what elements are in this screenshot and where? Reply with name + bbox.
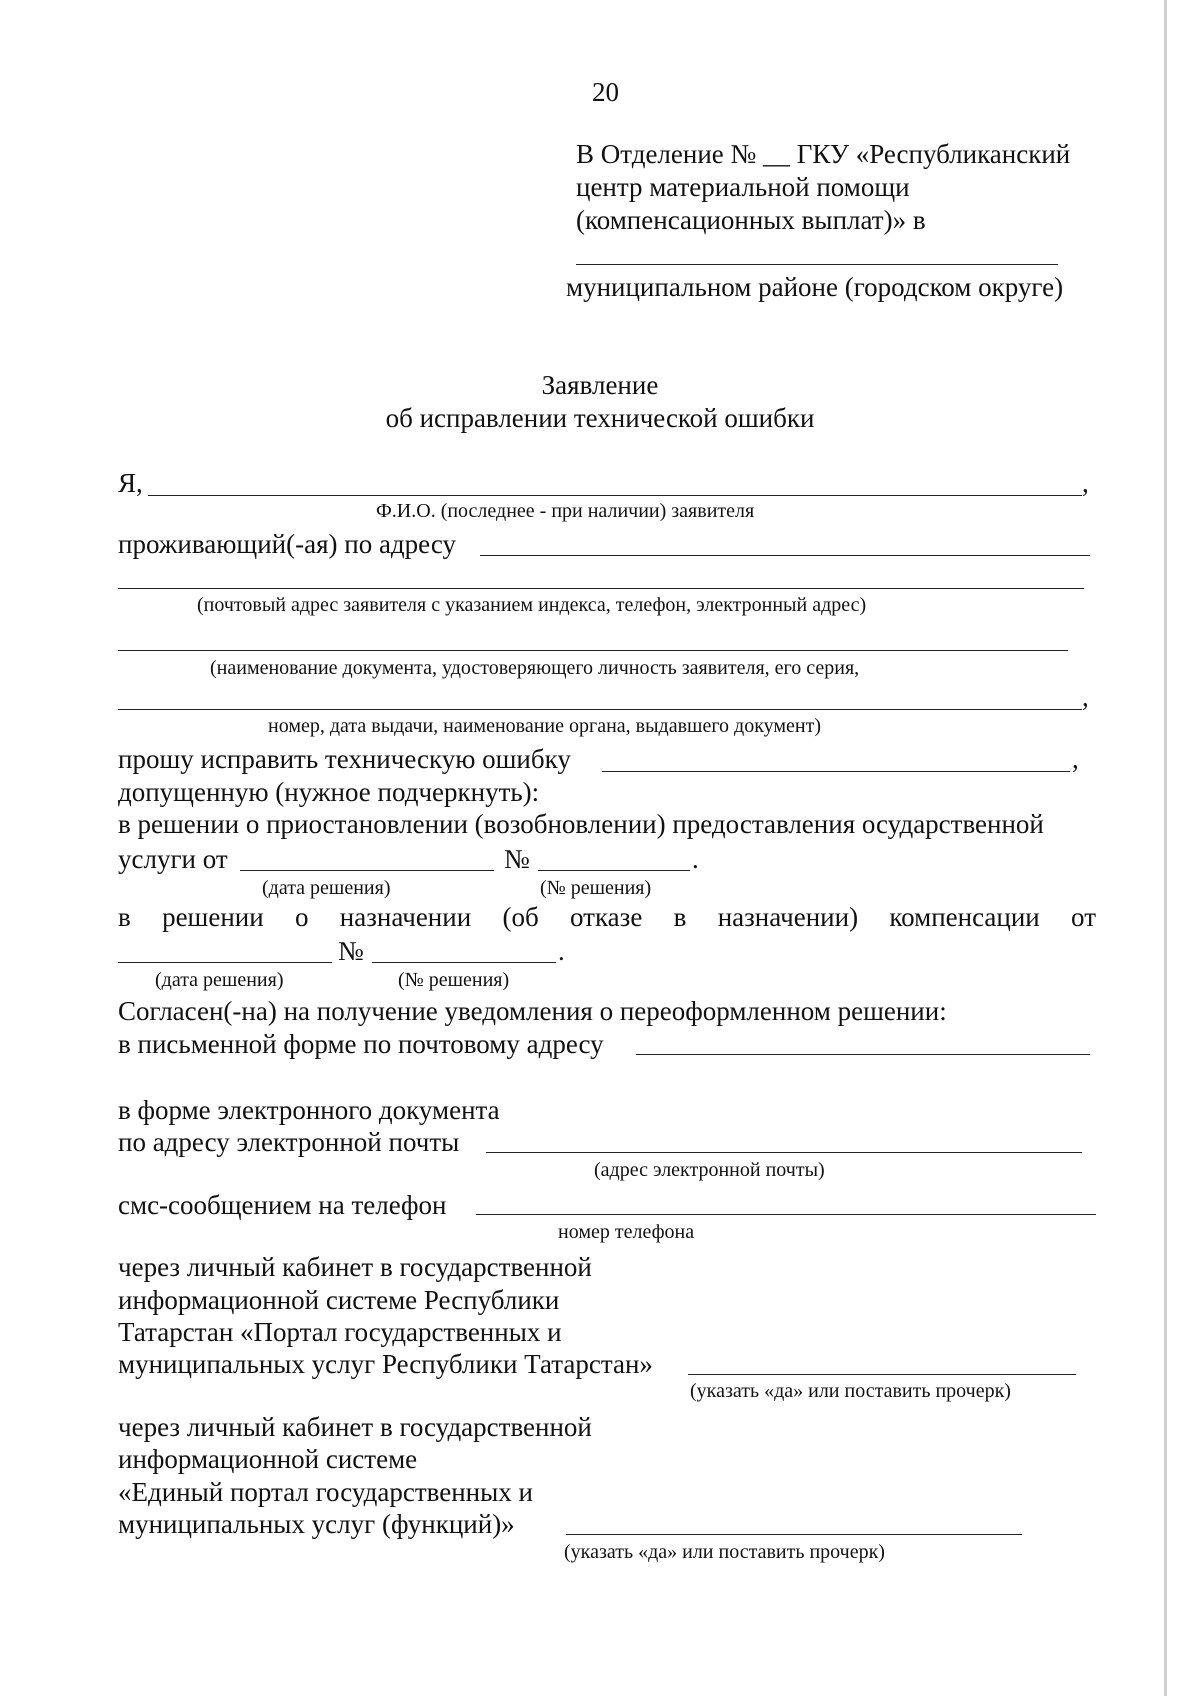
rt-portal-hint: (указать «да» или поставить прочерк) [690, 1380, 1011, 1402]
services-from-label: услуги от [118, 844, 228, 874]
assignment-decision-date-field[interactable] [118, 962, 332, 963]
assignment-word: назначении) [717, 902, 859, 932]
decision-number-hint: (№ решения) [540, 877, 652, 899]
epgu-label-1: через личный кабинет в государственной [118, 1412, 592, 1442]
assignment-word: в [673, 902, 687, 932]
epgu-label-3: «Единый портал государственных и [118, 1477, 533, 1507]
rt-portal-label-1: через личный кабинет в государственной [118, 1252, 592, 1282]
assignment-word: отказе [570, 902, 643, 932]
identity-document-hint-1: (наименование документа, удостоверяющего личность заявителя, его серия, [210, 657, 860, 679]
postal-option-label: в письменной форме по почтовому адресу [118, 1029, 604, 1059]
document-title: Заявление [541, 370, 659, 400]
addressee-line-3: (компенсационных выплат)» в [576, 205, 926, 235]
sms-option-label: смс-сообщением на телефон [118, 1190, 447, 1220]
identity-document-comma: , [1082, 682, 1089, 712]
epgu-field[interactable] [566, 1534, 1022, 1535]
number-sign: № [504, 844, 530, 874]
assignment-word: о [294, 902, 309, 932]
addressee-line-2: центр материальной помощи [576, 172, 910, 202]
epgu-label-2: информационной системе [118, 1444, 418, 1474]
rt-portal-label-2: информационной системе Республики [118, 1285, 560, 1315]
municipality-field[interactable] [576, 264, 1058, 265]
identity-document-hint-2: номер, дата выдачи, наименование органа, выдавшего документ) [268, 715, 822, 737]
consent-label: Согласен(-на) на получение уведомления о переоформленном решении: [118, 996, 947, 1026]
electronic-option-label-1: в форме электронного документа [118, 1095, 500, 1125]
suspension-option-line-1[interactable]: в решении о приостановлении (возобновлении) предоставления осударственной [118, 809, 1044, 839]
decision-date-hint: (дата решения) [262, 877, 391, 899]
applicant-fio-field[interactable] [148, 495, 1082, 496]
suspension-decision-number-field[interactable] [538, 870, 690, 871]
addressee-line-4: муниципальном районе (городском округе) [566, 272, 1064, 302]
period-2: . [558, 936, 565, 966]
applicant-prefix: Я, [118, 468, 143, 498]
allowed-label: допущенную (нужное подчеркнуть): [118, 777, 540, 807]
addressee-line-1: В Отделение № __ ГКУ «Республиканский [576, 139, 1071, 169]
page-number: 20 [592, 77, 619, 107]
request-comma: , [1072, 744, 1079, 774]
address-field-2[interactable] [118, 588, 1084, 589]
request-label: прошу исправить техническую ошибку [118, 744, 571, 774]
document-subtitle: об исправлении технической ошибки [385, 403, 815, 433]
electronic-option-label-2: по адресу электронной почты [118, 1127, 460, 1157]
epgu-hint: (указать «да» или поставить прочерк) [564, 1541, 885, 1563]
page-edge-scan-artifact [1164, 0, 1167, 1696]
fio-hint: Ф.И.О. (последнее - при наличии) заявителя [376, 500, 755, 522]
postal-option-field[interactable] [636, 1054, 1090, 1055]
assignment-decision-number-field[interactable] [372, 962, 556, 963]
applicant-comma: , [1082, 468, 1089, 498]
address-label: проживающий(-ая) по адресу [118, 529, 456, 559]
technical-error-field[interactable] [602, 771, 1070, 772]
postal-address-hint: (почтовый адрес заявителя с указанием индекса, телефон, электронный адрес) [197, 594, 867, 616]
assignment-word: (об [502, 902, 539, 932]
identity-document-field-2[interactable] [118, 709, 1082, 710]
number-sign-2: № [338, 936, 364, 966]
phone-hint: номер телефона [558, 1221, 695, 1243]
address-field[interactable] [480, 555, 1090, 556]
decision-date-hint-2: (дата решения) [155, 969, 284, 991]
assignment-option-line-1[interactable] [118, 901, 1096, 933]
identity-document-field[interactable] [118, 650, 1068, 651]
email-field[interactable] [486, 1152, 1082, 1153]
phone-field[interactable] [476, 1214, 1096, 1215]
epgu-label-4: муниципальных услуг (функций)» [118, 1509, 515, 1539]
decision-number-hint-2: (№ решения) [398, 969, 510, 991]
assignment-word: назначении [339, 902, 472, 932]
rt-portal-field[interactable] [688, 1374, 1076, 1375]
suspension-decision-date-field[interactable] [240, 870, 494, 871]
rt-portal-label-3: Татарстан «Портал государственных и [118, 1317, 562, 1347]
assignment-word: компенсации [889, 902, 1040, 932]
assignment-word: от [1071, 902, 1096, 932]
period: . [692, 844, 699, 874]
assignment-word: в [118, 902, 131, 932]
assignment-word: решении [162, 902, 264, 932]
rt-portal-label-4: муниципальных услуг Республики Татарстан» [118, 1349, 653, 1379]
email-hint: (адрес электронной почты) [594, 1159, 825, 1181]
